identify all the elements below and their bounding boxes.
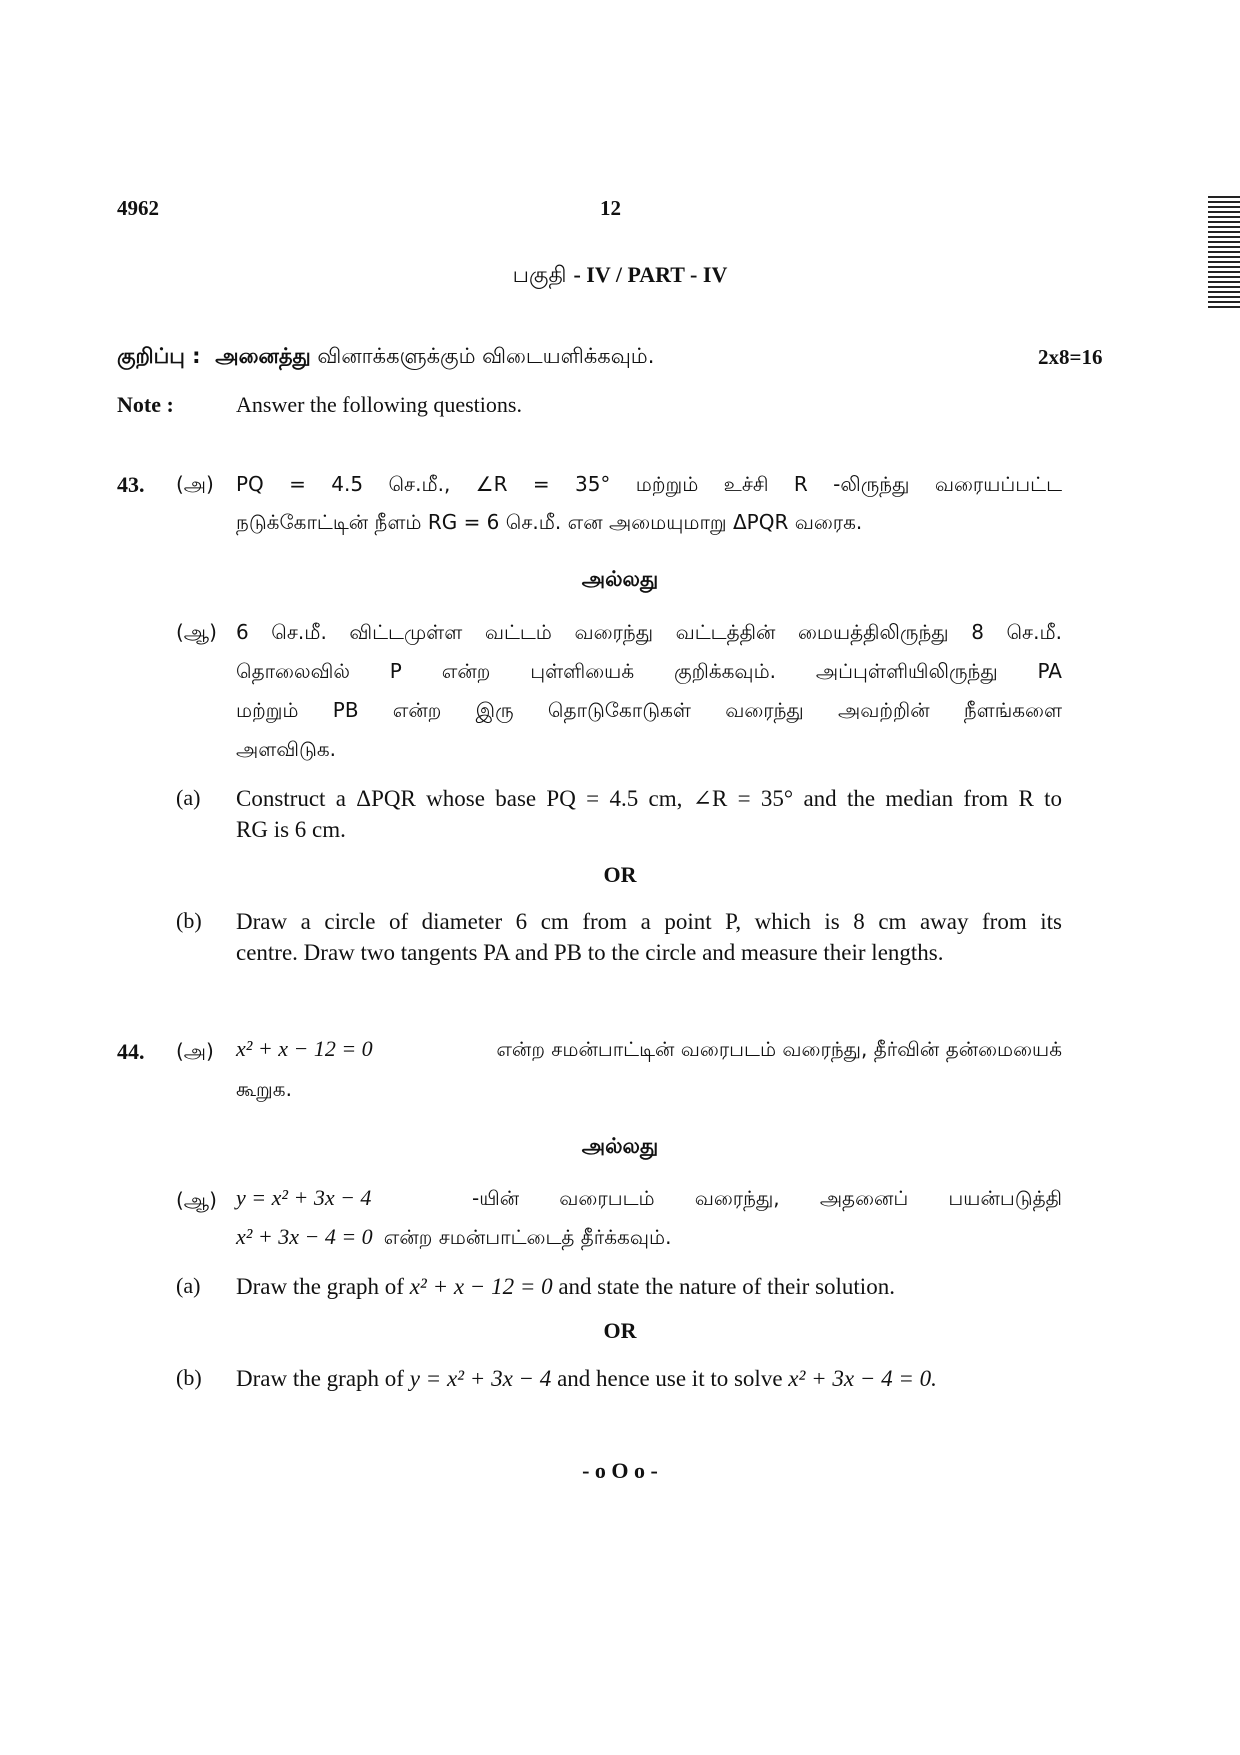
q43-b-tamil-line4: அளவிடுக.: [236, 737, 337, 761]
q43-a-tamil-line1: PQ = 4.5 செ.மீ., ∠R = 35° மற்றும் உச்சி R -லிருந்து வரையப்பட்ட: [236, 472, 1062, 496]
q44-b-line2: [236, 1224, 671, 1252]
note-tamil-label: குறிப்பு :: [117, 344, 201, 368]
note-tamil-text: வினாக்களுக்கும் விடையளிக்கவும்.: [317, 344, 655, 368]
q44-b-line1: [236, 1185, 1062, 1213]
part-title: [0, 262, 1240, 291]
q44-number: 44.: [117, 1039, 145, 1064]
q44-a-en-line: [236, 1271, 895, 1302]
q43-or-tamil: அல்லது: [581, 567, 659, 591]
q43-or-english: OR: [603, 862, 637, 887]
q44-b-tamil-line2-rest: என்ற சமன்பாட்டைத் தீர்க்கவும்.: [383, 1225, 672, 1249]
q43-b-en-line1: Draw a circle of diameter 6 cm from a point P, which is 8 cm away from its: [236, 909, 1062, 934]
q43-a-tamil-line2: நடுக்கோட்டின் நீளம் RG = 6 செ.மீ. என அமையுமாறு ΔPQR வரைக.: [236, 510, 863, 534]
margin-barcode: [1208, 196, 1240, 311]
q44-b-en-mid: and hence use it to solve: [557, 1366, 783, 1391]
q43-a-en-line1: Construct a ΔPQR whose base PQ = 4.5 cm, ∠R = 35° and the median from R to: [236, 786, 1062, 811]
part-title-tamil: பகுதி: [512, 263, 567, 288]
q44-a-en-marker: (a): [176, 1273, 201, 1298]
q44-a-en-equation: x² + x − 12 = 0: [409, 1274, 553, 1299]
q44-a-tamil-line2: கூறுக.: [236, 1077, 292, 1101]
q43-b-tamil-line1: 6 செ.மீ. விட்டமுள்ள வட்டம் வரைந்து வட்டத்தின் மையத்திலிருந்து 8 செ.மீ.: [236, 620, 1062, 644]
q44-a-marker: (அ): [176, 1039, 214, 1063]
q44-a-en-post: and state the nature of their solution.: [558, 1274, 895, 1299]
q44-or-english: OR: [603, 1318, 637, 1343]
paper-code: 4962: [117, 196, 159, 220]
q43-b-marker: (ஆ): [176, 620, 217, 644]
q43-b-en-marker: (b): [176, 908, 202, 933]
note-tamil: [117, 344, 654, 371]
marks: 2x8=16: [1038, 345, 1103, 369]
q44-b-en-pre: Draw the graph of: [236, 1366, 404, 1391]
q44-a-en-pre: Draw the graph of: [236, 1274, 404, 1299]
q44-b-equation: y = x² + 3x − 4: [236, 1185, 372, 1210]
q44-b-tamil-rest: -யின் வரைபடம் வரைந்து, அதனைப் பயன்படுத்தி: [472, 1186, 1062, 1210]
q44-b-equation2: x² + 3x − 4 = 0: [236, 1224, 373, 1249]
note-english-text: Answer the following questions.: [236, 392, 522, 417]
q43-a-en-line2: RG is 6 cm.: [236, 817, 346, 842]
q43-a-en-marker: (a): [176, 785, 201, 810]
q44-a-tamil-rest: என்ற சமன்பாட்டின் வரைபடம் வரைந்து, தீர்வின் தன்மையைக்: [496, 1037, 1062, 1061]
note-english-label: Note :: [117, 392, 174, 417]
q43-number: 43.: [117, 472, 145, 497]
q44-or-tamil: அல்லது: [581, 1134, 659, 1158]
q44-b-en-equation: y = x² + 3x − 4: [409, 1366, 552, 1391]
end-mark: - o O o -: [582, 1458, 658, 1483]
q44-a-equation: x² + x − 12 = 0: [236, 1036, 373, 1061]
q44-b-en-marker: (b): [176, 1365, 202, 1390]
q44-b-marker: (ஆ): [176, 1188, 217, 1212]
q44-b-en-line: [236, 1363, 937, 1394]
part-title-english: - IV / PART - IV: [573, 262, 728, 287]
q43-a-marker: (அ): [176, 472, 214, 496]
page-number: 12: [600, 196, 621, 220]
q44-a-line1: [236, 1036, 1062, 1064]
q43-b-en-line2: centre. Draw two tangents PA and PB to the circle and measure their lengths.: [236, 940, 944, 965]
q44-b-en-equation2: x² + 3x − 4 = 0.: [788, 1366, 937, 1391]
q43-b-tamil-line3: மற்றும் PB என்ற இரு தொடுகோடுகள் வரைந்து அவற்றின் நீளங்களை: [236, 698, 1062, 722]
note-tamil-bold: அனைத்து: [215, 344, 311, 368]
q43-b-tamil-line2: தொலைவில் P என்ற புள்ளியைக் குறிக்கவும். அப்புள்ளியிலிருந்து PA: [236, 659, 1062, 683]
